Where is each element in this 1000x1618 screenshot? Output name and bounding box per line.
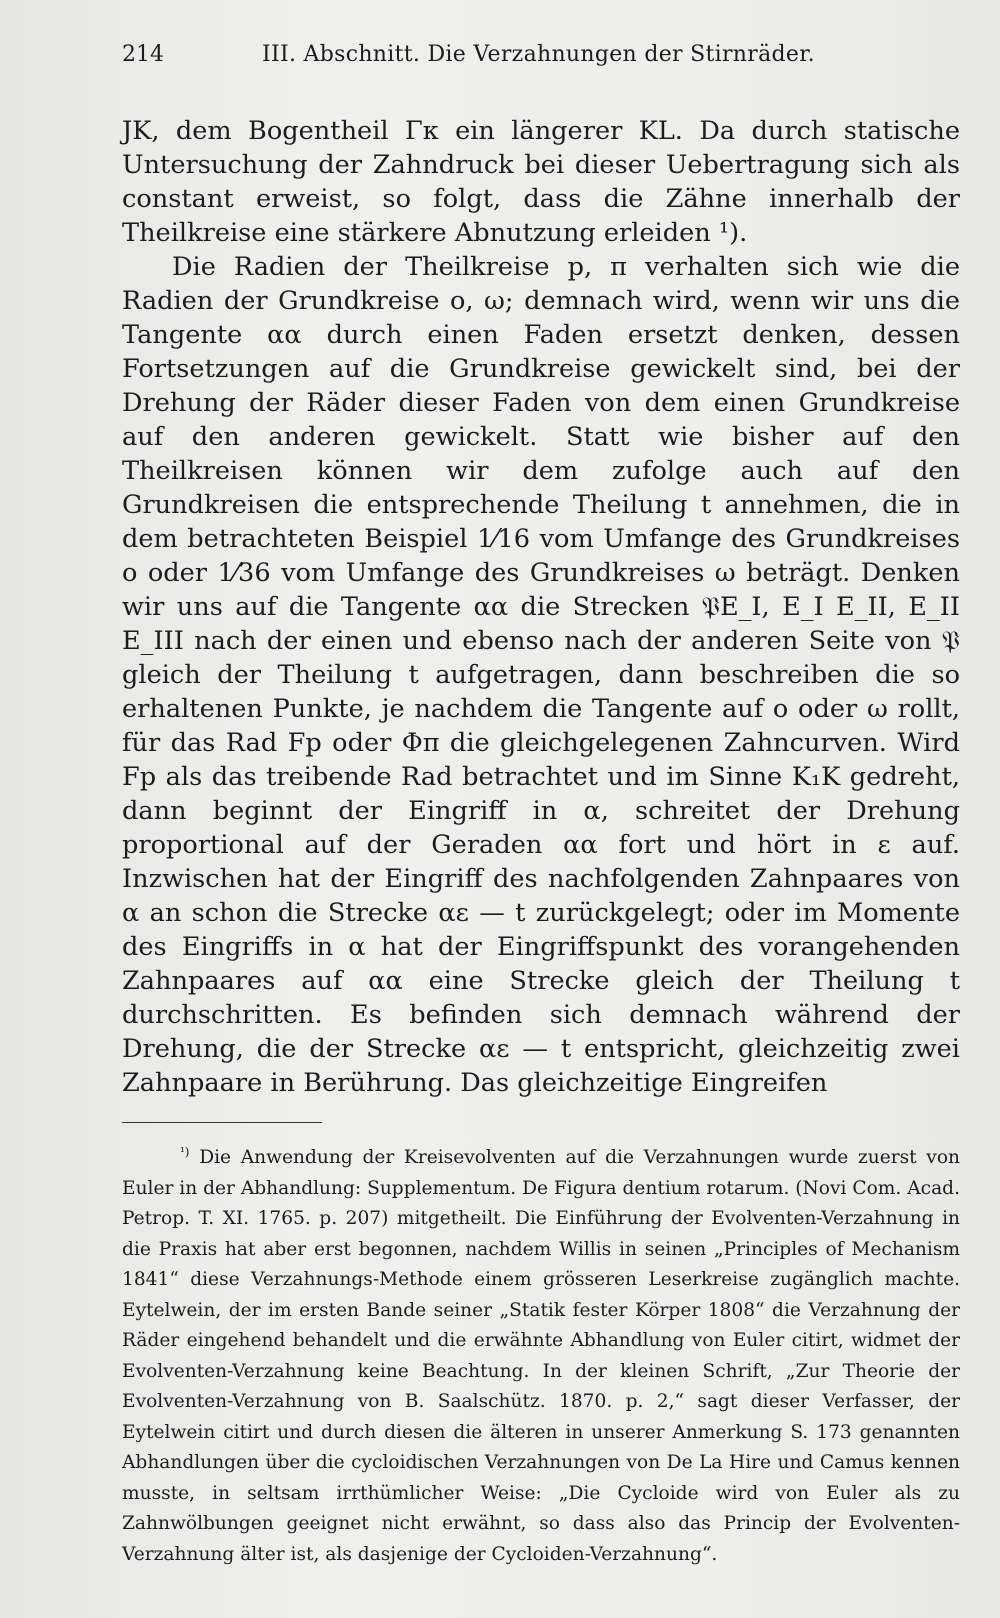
page-number: 214 — [122, 42, 164, 67]
footnote — [122, 1137, 960, 1570]
body-paragraph-2: Die Radien der Theilkreise p, π verhalten sich wie die Radien der Grundkreise o, ω; demnach wird, wenn wir uns die Tangente αα durch einen Faden ersetzt denken, dessen Fortsetzungen auf die Grundkreise gewickelt sind, bei der Drehung der Räder dieser Faden von dem einen Grundkreise auf den anderen gewickelt. Statt wie bisher auf den Theilkreisen können wir dem zufolge auch auf den Grundkreisen die entsprechende Theilung t annehmen, die in dem betrachteten Beispiel 1⁄16 vom Umfange des Grundkreises o oder 1⁄36 vom Umfange des Grundkreises ω beträgt. Denken wir uns auf die Tangente αα die Strecken 𝔓E_I, E_I E_II, E_II E_III nach der einen und ebenso nach der anderen Seite von 𝔓 gleich der Theilung t aufgetragen, dann beschreiben die so erhaltenen Punkte, je nachdem die Tangente auf o oder ω rollt, für das Rad Fp oder Φπ die gleichgelegenen Zahncurven. Wird Fp als das treibende Rad betrachtet und im Sinne K₁K gedreht, dann beginnt der Eingriff in α, schreitet der Drehung proportional auf der Geraden αα fort und hört in ε auf. Inzwischen hat der Eingriff des nachfolgenden Zahnpaares von α an schon die Strecke αε — t zurückgelegt; oder im Momente des Eingriffs in α hat der Eingriffspunkt des vorangehenden Zahnpaares auf αα eine Strecke gleich der Theilung t durchschritten. Es befinden sich demnach während der Drehung, die der Strecke αε — t entspricht, gleichzeitig zwei Zahnpaare in Berührung. Das gleichzeitige Eingreifen — [122, 252, 960, 1098]
footnote-text: Die Anwendung der Kreisevolventen auf die Verzahnungen wurde zuerst von Euler in der Abhandlung: Supplementum. De Figura dentium rotarum. (Novi Com. Acad. Petrop. T. XI. 1765. p. 207) mitgetheilt. Die Einführung der Evolventen-Verzahnung in die Praxis hat aber erst begonnen, nachdem Willis in seinen „Principles of Mechanism 1841“ diese Verzahnungs-Methode einem grösseren Leserkreise zugänglich machte. Eytelwein, der im ersten Bande seiner „Statik fester Körper 1808“ die Verzahnung der Räder eingehend behandelt und die erwähnte Abhandlung von Euler citirt, widmet der Evolventen-Verzahnung keine Beachtung. In der kleinen Schrift, „Zur Theorie der Evolventen-Verzahnung von B. Saalschütz. 1870. p. 2,“ sagt dieser Verfasser, der Eytelwein citirt und durch diesen die älteren in unserer Anmerkung S. 173 genannten Abhandlungen über die cycloidischen Verzahnungen von De La Hire und Camus kennen musste, in seltsam irrthümlicher Weise: „Die Cycloide wird von Euler als zu Zahnwölbungen geeignet nicht erwähnt, so dass also das Princip der Evolventen-Verzahnung älter ist, als dasjenige der Cycloiden-Verzahnung“. — [122, 1147, 960, 1565]
footnote-divider — [122, 1122, 322, 1123]
footnote-marker: ¹) — [180, 1145, 190, 1159]
chapter-title: III. Abschnitt. Die Verzahnungen der Stirnräder. — [262, 42, 815, 67]
body-text — [122, 114, 960, 1100]
body-paragraph-1: JK, dem Bogentheil Γκ ein längerer KL. Da durch statische Untersuchung der Zahndruck bei dieser Uebertragung sich als constant erweist, so folgt, dass die Zähne innerhalb der Theilkreise eine stärkere Abnutzung erleiden ¹). — [122, 116, 960, 248]
running-head — [122, 42, 960, 76]
